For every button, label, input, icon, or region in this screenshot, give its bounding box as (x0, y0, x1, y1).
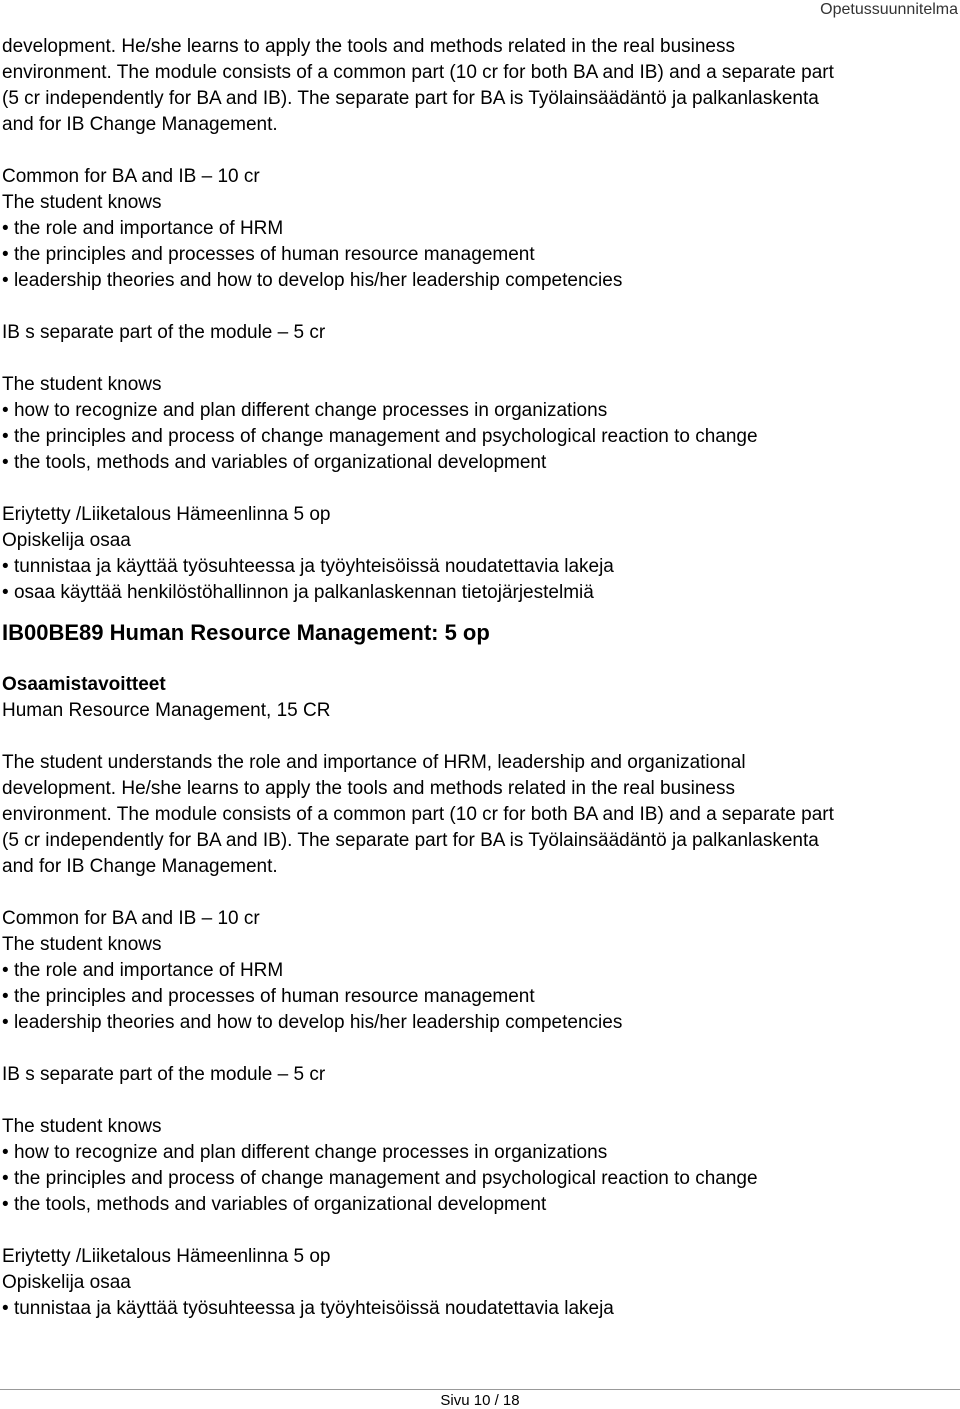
paragraph-line: environment. The module consists of a common part (10 cr for both BA and IB) and a separate part (2, 62, 834, 83)
common-part-heading: Common for BA and IB – 10 cr (2, 166, 260, 187)
common-part-intro: The student knows (2, 192, 162, 213)
list-item: • leadership theories and how to develop his/her leadership competencies (2, 268, 952, 294)
list-item: • the tools, methods and variables of organizational development (2, 450, 952, 476)
ib-part-intro: The student knows (2, 374, 162, 395)
list-item: • tunnistaa ja käyttää työsuhteessa ja työyhteisöissä noudatettavia lakeja (2, 554, 952, 580)
course-title: IB00BE89 Human Resource Management: 5 op (2, 620, 490, 645)
list-item: • tunnistaa ja käyttää työsuhteessa ja työyhteisöissä noudatettavia lakeja (2, 1296, 952, 1322)
paragraph-line: and for IB Change Management. (2, 114, 278, 135)
finnish-part-intro: Opiskelija osaa (2, 530, 131, 551)
list-item: • how to recognize and plan different change processes in organizations (2, 398, 952, 424)
list-item: • leadership theories and how to develop his/her leadership competencies (2, 1010, 952, 1036)
list-item: • the principles and processes of human resource management (2, 984, 952, 1010)
list-item: • the role and importance of HRM (2, 216, 952, 242)
paragraph-line: (5 cr independently for BA and IB). The separate part for BA is Työlainsäädäntö ja palkanlaskenta (2, 88, 819, 109)
common-part-intro: The student knows (2, 934, 162, 955)
list-item: • osaa käyttää henkilöstöhallinnon ja palkanlaskennan tietojärjestelmiä (2, 580, 952, 606)
finnish-part-heading: Eriytetty /Liiketalous Hämeenlinna 5 op (2, 1246, 331, 1267)
finnish-part-intro: Opiskelija osaa (2, 1272, 131, 1293)
document-title: Opetussuunnitelma (820, 1, 958, 18)
common-part-heading: Common for BA and IB – 10 cr (2, 908, 260, 929)
finnish-part-heading: Eriytetty /Liiketalous Hämeenlinna 5 op (2, 504, 331, 525)
paragraph-line: and for IB Change Management. (2, 856, 278, 877)
list-item: • how to recognize and plan different change processes in organizations (2, 1140, 952, 1166)
ib-part-intro: The student knows (2, 1116, 162, 1137)
ib-part-heading: IB s separate part of the module – 5 cr (2, 1064, 326, 1085)
list-item: • the principles and processes of human resource management (2, 242, 952, 268)
course-subtitle: Human Resource Management, 15 CR (2, 700, 331, 721)
paragraph-line: environment. The module consists of a common part (10 cr for both BA and IB) and a separate part (2, 804, 834, 825)
page-body (2, 34, 952, 1322)
paragraph-line: development. He/she learns to apply the tools and methods related in the real business (2, 36, 736, 57)
list-item: • the role and importance of HRM (2, 958, 952, 984)
list-item: • the principles and process of change management and psychological reaction to change (2, 1166, 952, 1192)
paragraph-line: The student understands the role and importance of HRM, leadership and organizational (2, 752, 746, 773)
list-item: • the principles and process of change management and psychological reaction to change (2, 424, 952, 450)
page-number: Sivu 10 / 18 (440, 1392, 520, 1409)
ib-part-heading: IB s separate part of the module – 5 cr (2, 322, 326, 343)
section-heading-osaamistavoitteet: Osaamistavoitteet (2, 674, 166, 695)
footer-divider (0, 1389, 960, 1390)
paragraph-line: (5 cr independently for BA and IB). The separate part for BA is Työlainsäädäntö ja palkanlaskenta (2, 830, 819, 851)
paragraph-line: development. He/she learns to apply the tools and methods related in the real business (2, 778, 736, 799)
list-item: • the tools, methods and variables of organizational development (2, 1192, 952, 1218)
